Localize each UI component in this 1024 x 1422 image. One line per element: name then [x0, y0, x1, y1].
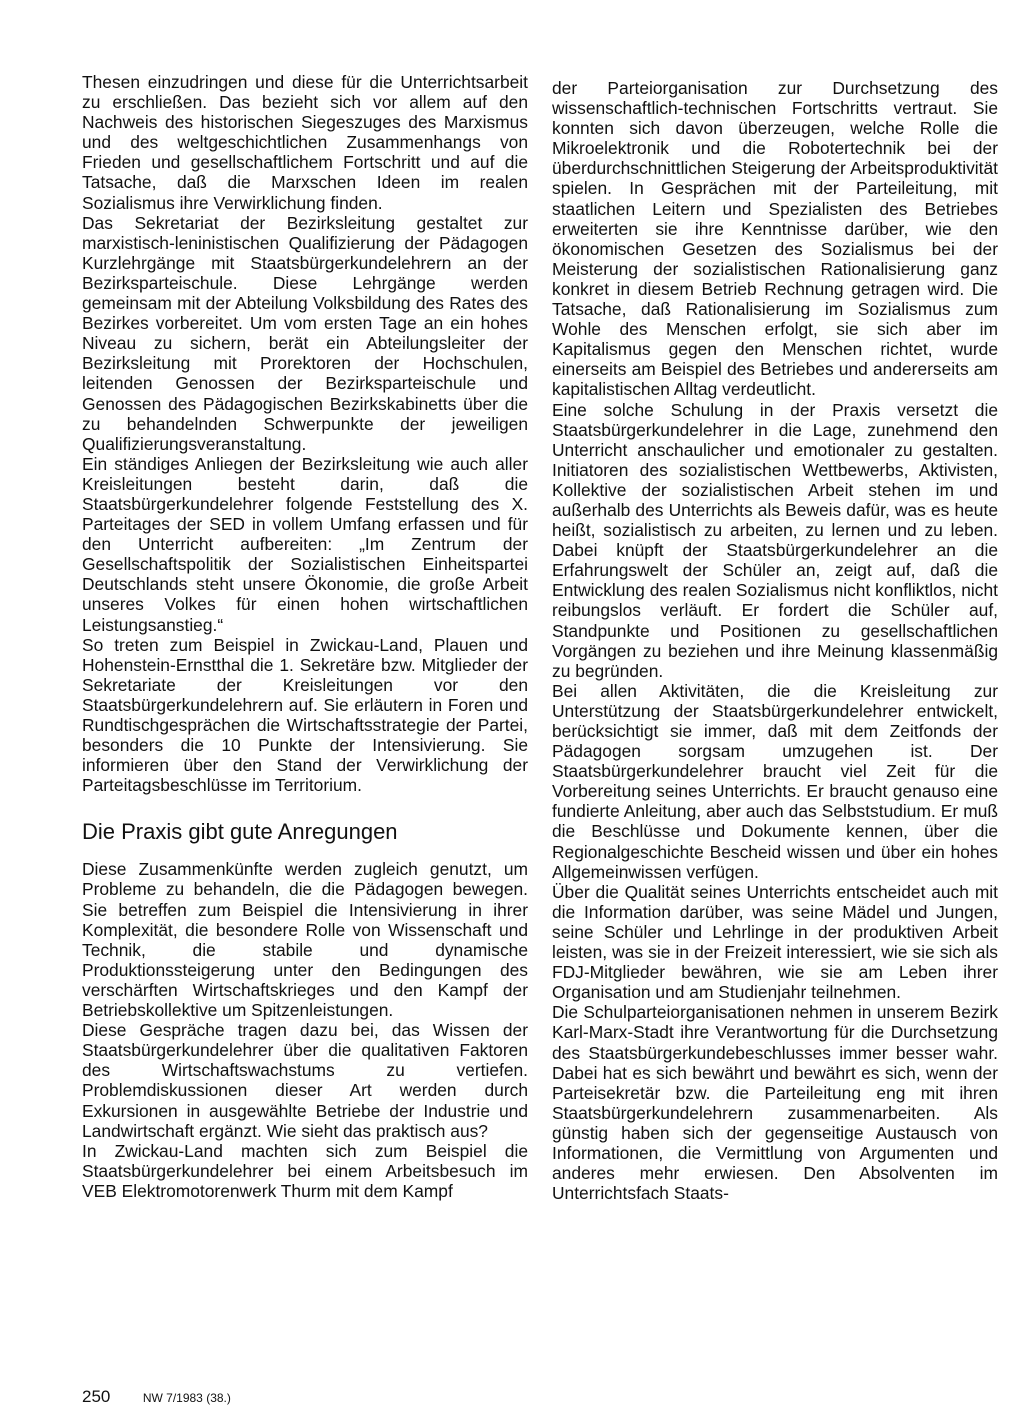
paragraph: Diese Gespräche tragen dazu bei, das Wissen der Staatsbürgerkundelehrer über die qualitativen Faktoren des Wirtschaftswachstums zu vertiefen. Problemdiskussionen dieser Art werden durch Exkursionen in ausgewählte Betriebe der Industrie und Landwirtschaft ergänzt. Wie sieht das praktisch aus? — [82, 1020, 528, 1141]
paragraph: Diese Zusammenkünfte werden zugleich genutzt, um Probleme zu behandeln, die die Pädagogen bewegen. Sie betreffen zum Beispiel die Intensivierung in ihrer Komplexität, die besondere Rolle von Wissenschaft und Technik, die stabile und dynamische Produktionssteigerung unter den Bedingungen des verschärften Wirtschaftskrieges und den Kampf der Betriebskollektive um Spitzenleistungen. — [82, 859, 528, 1021]
left-column — [82, 72, 528, 1201]
paragraph: Das Sekretariat der Bezirksleitung gestaltet zur marxistisch-leninistischen Qualifizierung der Pädagogen Kurzlehrgänge mit Staatsbürgerkundelehrern an der Bezirksparteischule. Diese Lehrgänge werden gemeinsam mit der Abteilung Volksbildung des Rates des Bezirkes vorbereitet. Um vom ersten Tage an ein hohes Niveau zu sichern, berät ein Abteilungsleiter der Bezirksleitung mit Prorektoren der Hochschulen, leitenden Genossen der Bezirksparteischule und Genossen des Pädagogischen Bezirkskabinetts über die zu behandelnden Schwerpunkte der jeweiligen Qualifizierungsveranstaltung. — [82, 212, 528, 454]
paragraph: Thesen einzudringen und diese für die Unterrichtsarbeit zu erschließen. Das bezieht sich vor allem auf den Nachweis des historischen Siegeszuges des Marxismus und des weltgeschichtlichen Zusammenhangs von Frieden und gesellschaftlichem Fortschritt und auf die Tatsache, daß die Marxschen Ideen im realen Sozialismus ihre Verwirklichung finden. — [82, 72, 528, 213]
source-reference: NW 7/1983 (38.) — [142, 1391, 231, 1405]
paragraph: Ein ständiges Anliegen der Bezirksleitung wie auch aller Kreisleitungen besteht darin, daß die Staatsbürgerkundelehrer folgende Feststellung des X. Parteitages der SED in vollem Umfang erfassen und für den Unterricht aufbereiten: „Im Zentrum der Gesellschaftspolitik der Sozialistischen Einheitspartei Deutschlands steht unsere Ökonomie, die große Arbeit unseres Volkes für einen hohen wirtschaftlichen Leistungsanstieg.“ — [82, 453, 528, 635]
right-column — [552, 78, 998, 1203]
paragraph: So treten zum Beispiel in Zwickau-Land, Plauen und Hohenstein-Ernstthal die 1. Sekretäre bzw. Mitglieder der Sekretariate der Kreisleitungen vor den Staatsbürgerkundelehrern auf. Sie erläutern in Foren und Rundtischgesprächen die Wirtschaftsstrategie der Partei, besonders die 10 Punkte der Intensivierung. Sie informieren über den Stand der Verwirklichung der Parteitagsbeschlüsse im Territorium. — [82, 634, 528, 796]
section-heading: Die Praxis gibt gute Anregungen — [82, 819, 398, 845]
paragraph: Über die Qualität seines Unterrichts entscheidet auch mit die Information darüber, was seine Mädel und Jungen, seine Schüler und Lehrlinge in der produktiven Arbeit leisten, was sie in der Freizeit interessiert, wie sie sich als FDJ-Mitglieder bewähren, wie sie am Leben ihrer Organisation und am Studienjahr teilnehmen. — [552, 881, 998, 1003]
paragraph: Bei allen Aktivitäten, die die Kreisleitung zur Unterstützung der Staatsbürgerkundelehrer entwickelt, berücksichtigt sie immer, daß mit dem Zeitfonds der Pädagogen sorgsam umzugehen ist. Der Staatsbürgerkundelehrer braucht viel Zeit für die Vorbereitung seines Unterrichts. Er braucht genauso eine fundierte Anleitung, aber auch das Selbststudium. Er muß die Beschlüsse und Dokumente kennen, über die Regionalgeschichte Bescheid wissen und über ein hohes Allgemeinwissen verfügen. — [552, 680, 998, 882]
paragraph: In Zwickau-Land machten sich zum Beispiel die Staatsbürgerkundelehrer bei einem Arbeitsbesuch im VEB Elektromotorenwerk Thurm mit dem Kampf — [82, 1140, 528, 1201]
page-number: 250 — [82, 1387, 111, 1406]
paragraph: Eine solche Schulung in der Praxis versetzt die Staatsbürgerkundelehrer in die Lage, zunehmend den Unterricht anschaulicher und emotionaler zu gestalten. Initiatoren des sozialistischen Wettbewerbs, Aktivisten, Kollektive der sozialistischen Arbeit stehen im und außerhalb des Unterrichts als Beweis dafür, was es heute heißt, sozialistisch zu arbeiten, zu lernen und zu leben. Dabei knüpft der Staatsbürgerkundelehrer an die Erfahrungswelt der Schüler an, zeigt auf, daß die Entwicklung des realen Sozialismus nicht konfliktlos, nicht reibungslos verläuft. Er fordert die Schüler auf, Standpunkte und Positionen zu gesellschaftlichen Vorgängen zu beziehen und ihre Meinung klassenmäßig zu begründen. — [552, 399, 998, 681]
paragraph: Die Schulparteiorganisationen nehmen in unserem Bezirk Karl-Marx-Stadt ihre Verantwortung für die Durchsetzung des Staatsbürgerkundebeschlusses immer besser wahr. Dabei hat es sich bewährt und bewährt es sich, wenn der Parteisekretär bzw. die Parteileitung eng mit ihren Staatsbürgerkundelehrern zusammenarbeiten. Als günstig haben sich der gegenseitige Austausch von Informationen, die Vermittlung von Argumenten und anderes mehr erwiesen. Den Absolventen im Unterrichtsfach Staats- — [552, 1002, 998, 1204]
page-footer — [82, 1388, 231, 1407]
paragraph: der Parteiorganisation zur Durchsetzung des wissenschaftlich-technischen Fortschritts vertraut. Sie konnten sich davon überzeugen, welche Rolle die Mikroelektronik und die Robotertechnik bei der überdurchschnittlichen Steigerung der Arbeitsproduktivität spielen. In Gesprächen mit der Parteileitung, mit staatlichen Leitern und Spezialisten des Betriebes erweiterten sie ihre Kenntnisse darüber, wie den ökonomischen Gesetzen des Sozialismus bei der Meisterung der sozialistischen Rationalisierung ganz konkret in diesem Betrieb Rechnung getragen wird. Die Tatsache, daß Rationalisierung im Sozialismus zum Wohle des Menschen erfolgt, sie sich aber im Kapitalismus gegen den Menschen richtet, wurde einerseits am Beispiel des Betriebes und andererseits am kapitalistischen Alltag verdeutlicht. — [552, 78, 998, 400]
